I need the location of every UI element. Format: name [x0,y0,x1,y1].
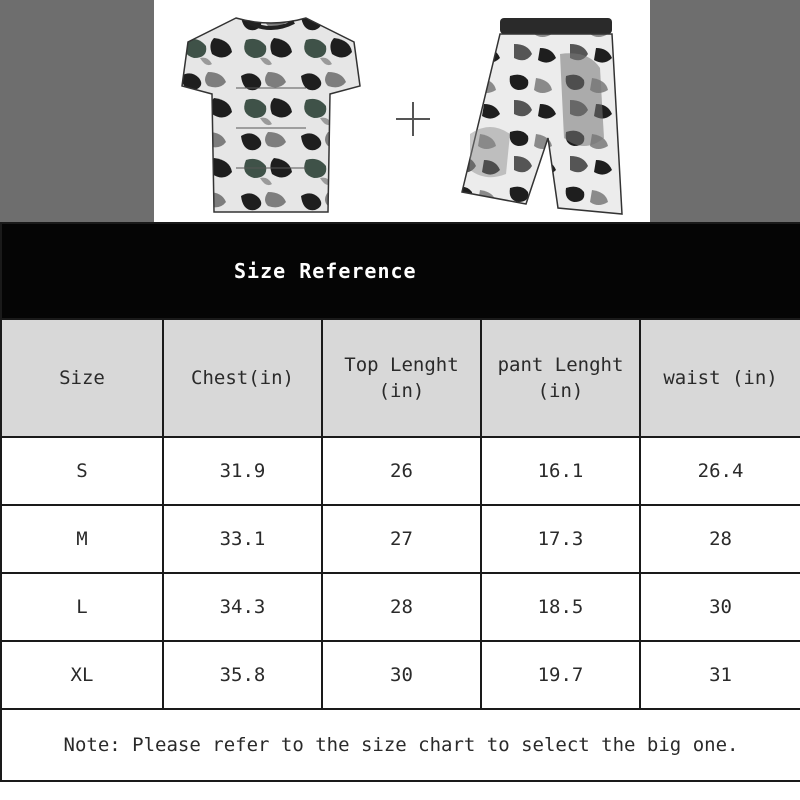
cell-chest: 35.8 [163,641,322,709]
cell-waist: 31 [640,641,800,709]
header-pant-length: pant Lenght (in) [481,319,640,437]
table-row [1,437,800,505]
plus-icon [394,100,432,138]
cell-size: L [1,573,163,641]
cell-pant-length: 19.7 [481,641,640,709]
cell-pant-length: 18.5 [481,573,640,641]
size-chart [0,222,800,800]
cell-pant-length: 17.3 [481,505,640,573]
product-banner [0,0,800,222]
size-table [0,222,800,782]
table-row [1,573,800,641]
cell-size: M [1,505,163,573]
product-photo [154,0,650,222]
header-row [1,319,800,437]
table-row [1,641,800,709]
cell-top-length: 30 [322,641,481,709]
camo-padded-shirt-icon [176,8,366,218]
cell-chest: 31.9 [163,437,322,505]
table-row [1,505,800,573]
cell-top-length: 26 [322,437,481,505]
cell-waist: 30 [640,573,800,641]
size-note: Note: Please refer to the size chart to select the big one. [1,709,800,781]
cell-chest: 33.1 [163,505,322,573]
header-size: Size [1,319,163,437]
cell-size: S [1,437,163,505]
header-waist: waist (in) [640,319,800,437]
cell-pant-length: 16.1 [481,437,640,505]
cell-waist: 28 [640,505,800,573]
cell-waist: 26.4 [640,437,800,505]
header-top-length: Top Lenght (in) [322,319,481,437]
cell-top-length: 28 [322,573,481,641]
header-chest: Chest(in) [163,319,322,437]
note-row [1,709,800,781]
cell-size: XL [1,641,163,709]
cell-top-length: 27 [322,505,481,573]
camo-padded-shorts-icon [450,14,630,220]
table-title: Size Reference [1,223,800,319]
cell-chest: 34.3 [163,573,322,641]
title-row [1,223,800,319]
